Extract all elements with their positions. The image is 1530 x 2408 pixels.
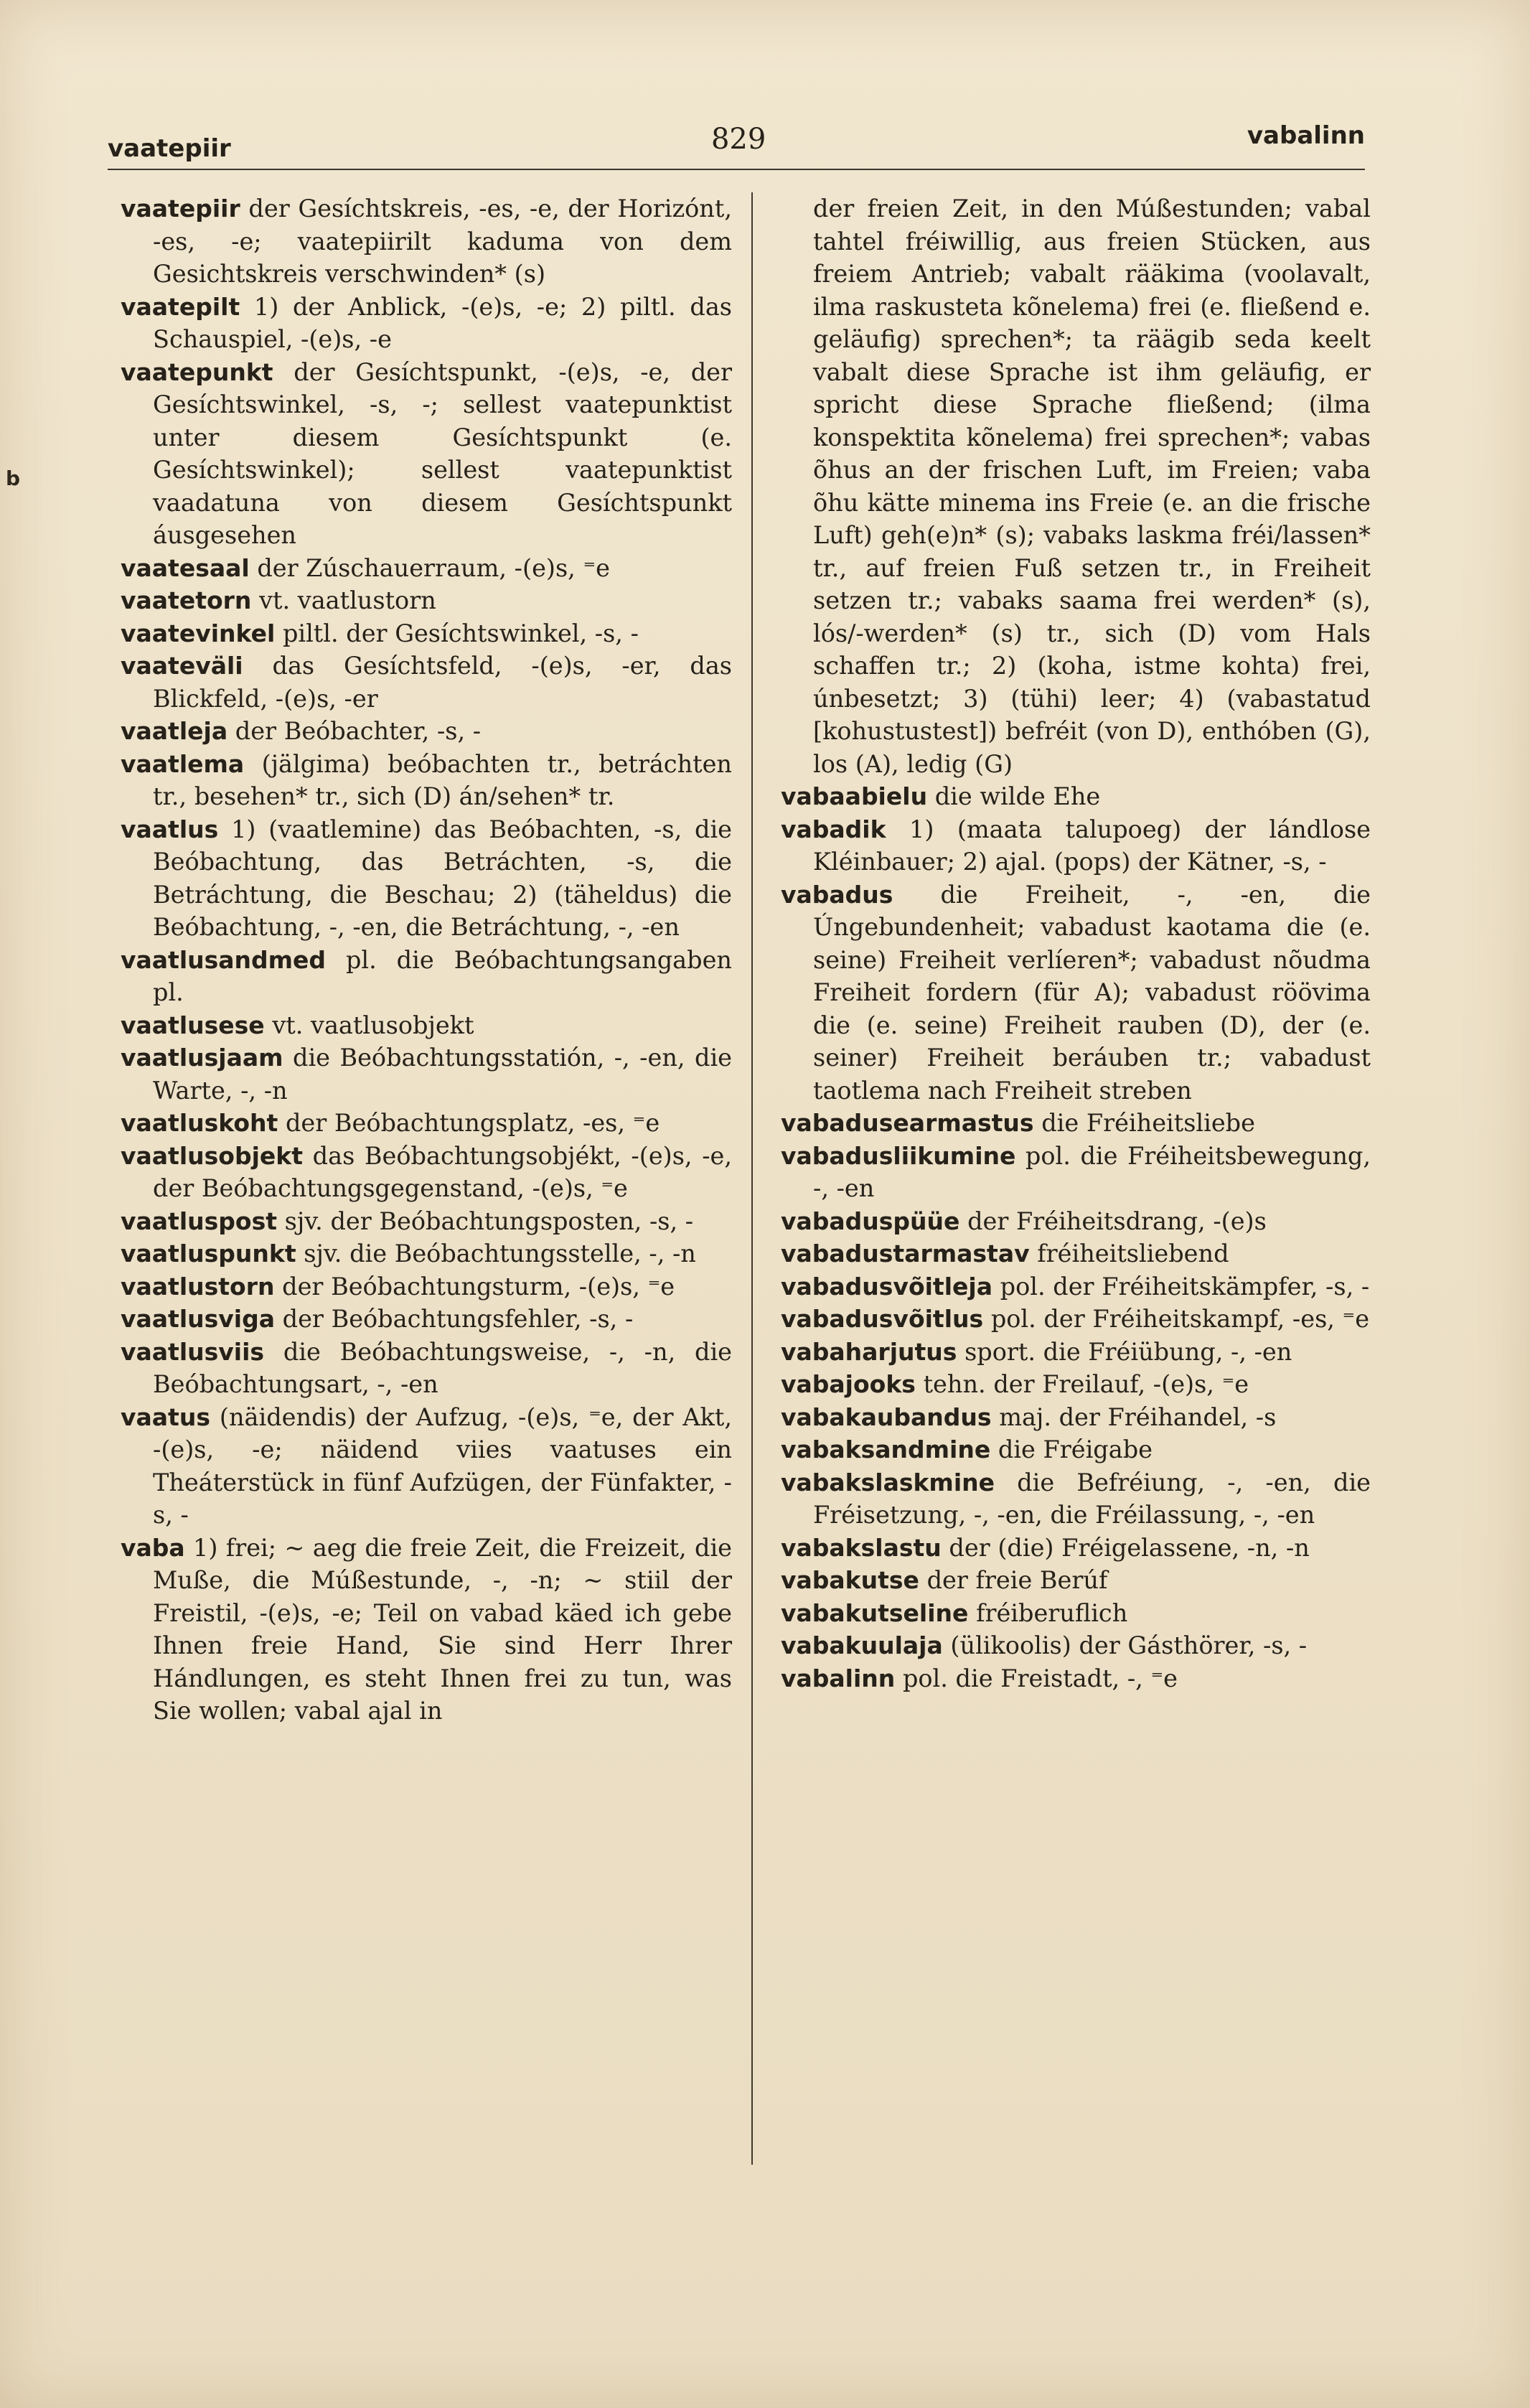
- dictionary-entry: [121, 584, 732, 617]
- entry-definition: der (die) Fréigelassene, -n, -n: [949, 1533, 1310, 1562]
- entry-headword: vaatlustorn: [121, 1272, 275, 1301]
- page-number: 829: [710, 123, 766, 156]
- entry-definition: vt. vaatlustorn: [259, 586, 436, 614]
- entry-definition: pol. die Fréiheitsbewegung, -, -en: [813, 1141, 1371, 1202]
- entry-headword: vabakslastu: [781, 1533, 942, 1562]
- dictionary-entry: [121, 617, 732, 650]
- dictionary-entry: [781, 1629, 1371, 1662]
- entry-definition: pl. die Beóbachtungsangaben pl.: [153, 945, 733, 1006]
- dictionary-entry: [781, 1564, 1371, 1597]
- entry-definition: der freien Zeit, in den Múßestunden; vabal tahtel fréiwillig, aus freien Stücken, aus freiem Antrieb; vabalt rääkima (voolavalt, ilma raskusteta kõnelema) frei (e. fließend e. geläufig) sprechen*; ta räägib seda keelt vabalt diese Sprache ist ihm geläufig, er spricht diese Sprache fließend; (ilma konspektita kõnelema) frei sprechen*; vabas õhus an der frischen Luft, im Freien; vaba õhu kätte minema ins Freie (e. an die frische Luft) geh(e)n* (s); vabaks laskma fréi/lassen* tr., auf freien Fuß setzen tr., in Freiheit setzen tr.; vabaks saama frei werden* (s), lós/-werden* (s) tr., sich (D) vom Hals schaffen tr.; 2) (koha, istme kohta) frei, únbesetzt; 3) (tühi) leer; 4) (vabastatud [kohustustest]) befréit (von D), enthóben (G), los (A), ledig (G): [813, 195, 1371, 778]
- entry-definition: die Fréiheitsliebe: [1041, 1109, 1255, 1137]
- entry-definition: der Beóbachtungsfehler, -s, -: [282, 1305, 634, 1333]
- entry-headword: vaatus: [121, 1402, 210, 1431]
- entry-definition: die Freiheit, -, -en, die Úngebundenheit; vabadust kaotama die (e. seine) Freiheit verlíeren*; vabadust nõudma Freiheit fordern (für A); vabadust röövima die (e. seine) Freiheit rauben (D), der (e. seiner) Freiheit beráuben tr.; vabadust taotlema nach Freiheit streben: [813, 880, 1371, 1105]
- dictionary-entry: [121, 291, 732, 356]
- dictionary-entry: [121, 1401, 732, 1532]
- entry-headword: vaatluspost: [121, 1207, 277, 1235]
- dictionary-entry: [781, 192, 1371, 780]
- entry-definition: fréiberuflich: [976, 1598, 1128, 1627]
- dictionary-entry: [121, 1009, 732, 1042]
- entry-definition: 1) (vaatlemine) das Beóbachten, -s, die Beóbachtung, das Betráchten, -s, die Betráchtung, die Beschau; 2) (täheldus) die Beóbachtung, -, -en, die Betráchtung, -, -en: [153, 815, 732, 941]
- entry-headword: vabaharjutus: [781, 1337, 957, 1366]
- entry-headword: vabadik: [781, 815, 886, 843]
- dictionary-entry: [121, 1041, 732, 1107]
- dictionary-entry: [121, 715, 732, 748]
- dictionary-entry: [781, 1433, 1371, 1466]
- dictionary-entry: [781, 1336, 1371, 1369]
- dictionary-entry: [781, 1270, 1371, 1303]
- entry-definition: die Fréigabe: [998, 1435, 1153, 1463]
- dictionary-entry: [781, 1140, 1371, 1205]
- entry-definition: maj. der Fréihandel, -s: [999, 1402, 1277, 1431]
- entry-headword: vaatepunkt: [121, 357, 273, 386]
- entry-headword: vabajooks: [781, 1370, 916, 1398]
- entry-definition: tehn. der Freilauf, -(e)s, ⁼e: [923, 1370, 1249, 1398]
- entry-definition: der Fréiheitsdrang, -(e)s: [967, 1207, 1267, 1235]
- entry-definition: 1) (maata talupoeg) der lándlose Kléinbauer; 2) ajal. (pops) der Kätner, -s, -: [813, 815, 1371, 876]
- dictionary-entry: [121, 1205, 732, 1238]
- dictionary-entry: [781, 1466, 1371, 1532]
- dictionary-entry: [121, 192, 732, 291]
- entry-headword: vabakslaskmine: [781, 1468, 995, 1496]
- entry-definition: (näidendis) der Aufzug, -(e)s, ⁼e, der Akt, -(e)s, -e; näidend viies vaatuses ein Theáterstück in fünf Aufzügen, der Fünfakter, -s, -: [153, 1402, 732, 1529]
- entry-headword: vabaabielu: [781, 782, 928, 810]
- entry-headword: vaatlema: [121, 749, 245, 778]
- dictionary-entry: [121, 1107, 732, 1140]
- dictionary-entry: [781, 1107, 1371, 1140]
- dictionary-entry: [121, 650, 732, 715]
- entry-headword: vaba: [121, 1533, 185, 1562]
- entry-headword: vaatlusese: [121, 1011, 265, 1039]
- dictionary-entry: [121, 1336, 732, 1401]
- entry-definition: der Beóbachter, -s, -: [235, 717, 482, 745]
- entry-definition: fréiheitsliebend: [1037, 1240, 1229, 1268]
- entry-headword: vaatlusviga: [121, 1305, 275, 1333]
- entry-definition: (ülikoolis) der Gásthörer, -s, -: [950, 1631, 1308, 1659]
- entry-definition: (jälgima) beóbachten tr., betráchten tr., besehen* tr., sich (D) án/sehen* tr.: [153, 749, 733, 810]
- dictionary-entry: [781, 1597, 1371, 1630]
- entry-definition: pol. der Fréiheitskampf, -es, ⁼e: [990, 1305, 1370, 1333]
- entry-headword: vaateväli: [121, 652, 243, 680]
- entry-definition: sport. die Fréiübung, -, -en: [965, 1337, 1292, 1366]
- entry-definition: pol. der Fréiheitskämpfer, -s, -: [1000, 1272, 1370, 1301]
- entry-headword: vaatepilt: [121, 292, 240, 321]
- dictionary-entry: [121, 356, 732, 552]
- dictionary-entry: [781, 813, 1371, 879]
- entry-headword: vaatlus: [121, 815, 219, 843]
- page-header: [108, 118, 1365, 170]
- entry-definition: das Gesíchtsfeld, -(e)s, -er, das Blickfeld, -(e)s, -er: [153, 652, 733, 713]
- header-first-headword: vaatepiir: [108, 134, 231, 163]
- entry-definition: sjv. der Beóbachtungsposten, -s, -: [284, 1207, 694, 1235]
- entry-headword: vabadusvõitlus: [781, 1305, 984, 1333]
- entry-headword: vabadusliikumine: [781, 1141, 1016, 1170]
- entry-headword: vaatepiir: [121, 195, 240, 222]
- entry-definition: die Beóbachtungsstatión, -, -en, die Warte, -, -n: [153, 1044, 732, 1105]
- dictionary-entry: [121, 748, 732, 813]
- entry-definition: der Gesíchtskreis, -es, -e, der Horizónt, -es, -e; vaatepiirilt kaduma von dem Gesichtskreis verschwinden* (s): [153, 195, 732, 288]
- dictionary-entry: [781, 1401, 1371, 1434]
- dictionary-entry: [121, 1237, 732, 1270]
- dictionary-entry: [121, 1140, 732, 1205]
- entry-definition: piltl. der Gesíchtswinkel, -s, -: [282, 619, 639, 647]
- dictionary-entry: [781, 1303, 1371, 1336]
- entry-headword: vaatetorn: [121, 586, 252, 614]
- entry-headword: vabadusvõitleja: [781, 1272, 992, 1301]
- entry-definition: vt. vaatlusobjekt: [272, 1011, 474, 1039]
- entry-headword: vabadusearmastus: [781, 1109, 1034, 1137]
- entry-definition: der Beóbachtungsplatz, -es, ⁼e: [285, 1109, 660, 1137]
- entry-headword: vabaksandmine: [781, 1435, 991, 1463]
- left-column: [121, 192, 732, 1728]
- entry-headword: vabadustarmastav: [781, 1240, 1030, 1268]
- entry-headword: vaatluskoht: [121, 1109, 278, 1137]
- entry-definition: der Beóbachtungsturm, -(e)s, ⁼e: [282, 1272, 675, 1301]
- entry-headword: vabakaubandus: [781, 1402, 992, 1431]
- dictionary-entry: [781, 1237, 1371, 1270]
- entry-definition: 1) frei; ~ aeg die freie Zeit, die Freizeit, die Muße, die Múßestunde, -, -n; ~ stiil der Freistil, -(e)s, -e; Teil on vabad käed ich gebe Ihnen freie Hand, Sie sind Herr Ihrer Hándlungen, es steht Ihnen frei zu tun, was Sie wollen; vabal ajal in: [153, 1533, 732, 1725]
- entry-definition: das Beóbachtungsobjékt, -(e)s, -e, der Beóbachtungsgegenstand, -(e)s, ⁼e: [153, 1141, 733, 1202]
- entry-headword: vabaduspüüe: [781, 1207, 960, 1235]
- dictionary-entry: [781, 879, 1371, 1107]
- dictionary-entry: [121, 1303, 732, 1336]
- dictionary-entry: [781, 1368, 1371, 1401]
- entry-headword: vaatlusviis: [121, 1337, 265, 1366]
- entry-definition: der Zúschauerraum, -(e)s, ⁼e: [257, 553, 610, 582]
- entry-definition: der freie Berúf: [926, 1566, 1108, 1594]
- entry-headword: vabakutse: [781, 1566, 919, 1594]
- entry-headword: vabalinn: [781, 1664, 896, 1692]
- entry-headword: vabadus: [781, 880, 893, 909]
- right-column: [781, 192, 1371, 1695]
- entry-headword: vaatesaal: [121, 553, 250, 582]
- entry-headword: vaatevinkel: [121, 619, 276, 647]
- dictionary-entry: [121, 944, 732, 1009]
- entry-headword: vabakutseline: [781, 1598, 969, 1627]
- entry-headword: vaatlusandmed: [121, 945, 327, 974]
- dictionary-entry: [121, 552, 732, 585]
- entry-headword: vaatleja: [121, 717, 228, 745]
- entry-definition: 1) der Anblick, -(e)s, -e; 2) piltl. das Schauspiel, -(e)s, -e: [153, 292, 732, 353]
- dictionary-entry: [781, 1205, 1371, 1238]
- margin-mark: b: [6, 467, 21, 490]
- entry-headword: vaatlusjaam: [121, 1044, 283, 1072]
- dictionary-entry: [121, 813, 732, 944]
- dictionary-entry: [781, 1532, 1371, 1565]
- entry-definition: sjv. die Beóbachtungsstelle, -, -n: [304, 1240, 696, 1268]
- entry-headword: vaatluspunkt: [121, 1240, 296, 1268]
- column-divider: [751, 192, 753, 2165]
- entry-definition: der Gesíchtspunkt, -(e)s, -e, der Gesíchtswinkel, -s, -; sellest vaatepunktist unter diesem Gesíchtspunkt (e. Gesíchtswinkel); sellest vaatepunktist vaadatuna von diesem Gesíchtspunkt áusgesehen: [153, 357, 732, 549]
- dictionary-entry: [121, 1270, 732, 1303]
- entry-definition: die wilde Ehe: [934, 782, 1101, 810]
- dictionary-entry: [781, 1662, 1371, 1695]
- entry-headword: vaatlusobjekt: [121, 1141, 303, 1170]
- entry-definition: pol. die Freistadt, -, ⁼e: [902, 1664, 1178, 1692]
- entry-definition: die Befréiung, -, -en, die Fréisetzung, -, -en, die Fréilassung, -, -en: [813, 1468, 1371, 1529]
- entry-definition: die Beóbachtungsweise, -, -n, die Beóbachtungsart, -, -en: [153, 1337, 732, 1398]
- dictionary-entry: [121, 1532, 732, 1728]
- dictionary-entry: [781, 780, 1371, 813]
- header-last-headword: vabalinn: [1247, 121, 1365, 150]
- entry-headword: vabakuulaja: [781, 1631, 943, 1659]
